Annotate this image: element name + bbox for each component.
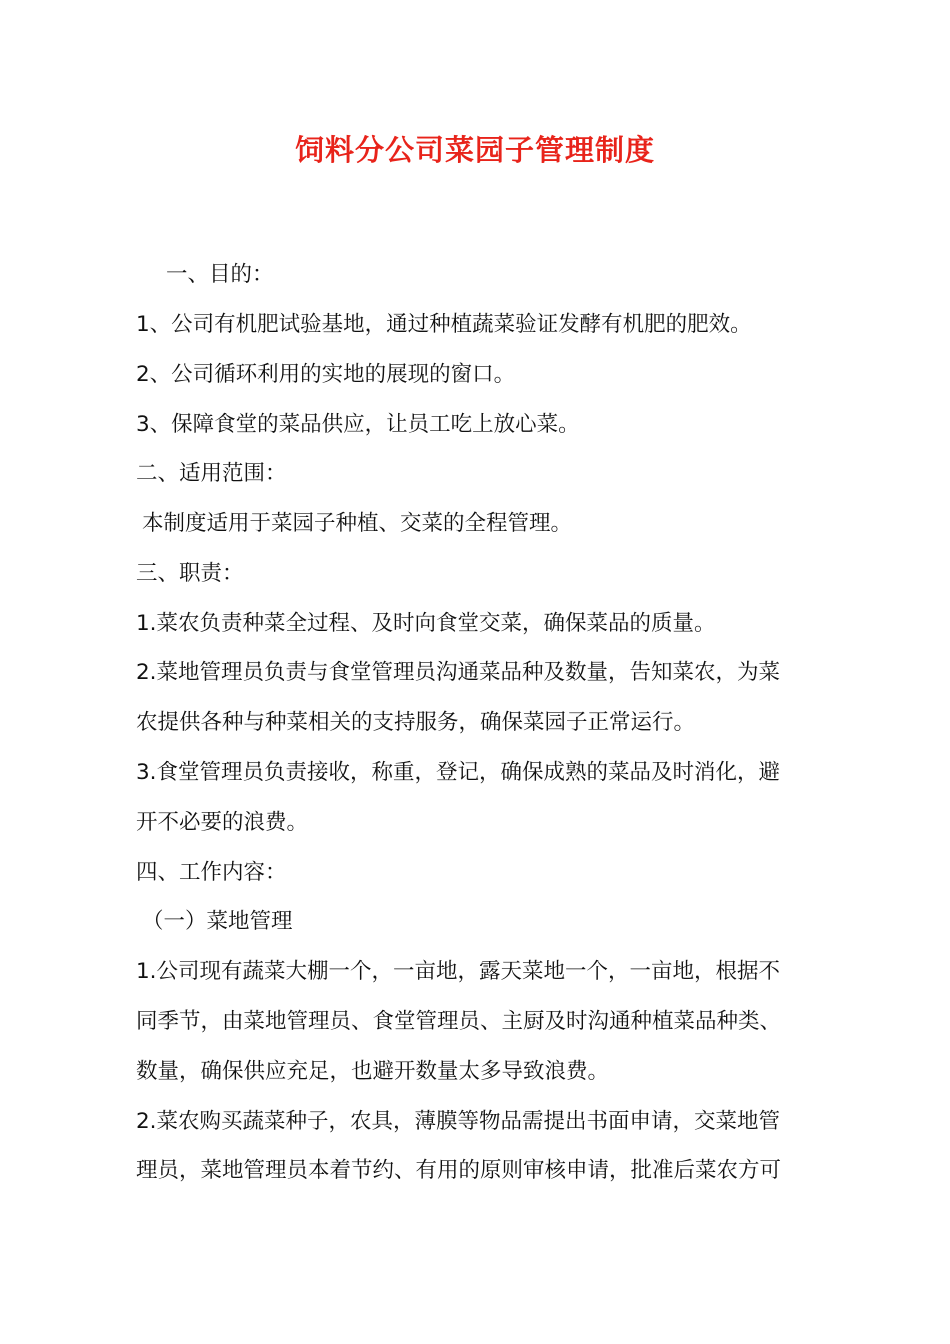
section-heading-scope: 二、适用范围：	[136, 461, 287, 486]
paragraph-line: 理员，菜地管理员本着节约、有用的原则审核申请，批准后菜农方可	[136, 1158, 782, 1183]
subsection-heading: （一）菜地管理	[142, 909, 293, 934]
paragraph-line: 数量，确保供应充足，也避开数量太多导致浪费。	[136, 1059, 610, 1084]
paragraph-line: 开不必要的浪费。	[136, 810, 309, 835]
paragraph-line: 2、公司循环利用的实地的展现的窗口。	[136, 362, 516, 387]
paragraph-line: 3.食堂管理员负责接收，称重，登记，确保成熟的菜品及时消化，避	[136, 760, 781, 785]
document-title: 饲料分公司菜园子管理制度	[294, 133, 655, 167]
paragraph-line: 3、保障食堂的菜品供应，让员工吃上放心菜。	[136, 412, 580, 437]
section-heading-purpose: 一、目的：	[166, 262, 274, 287]
paragraph-line: 农提供各种与种菜相关的支持服务，确保菜园子正常运行。	[136, 710, 696, 735]
section-heading-work: 四、工作内容：	[136, 860, 287, 885]
paragraph-line: 2.菜地管理员负责与食堂管理员沟通菜品种及数量，告知菜农，为菜	[136, 660, 781, 685]
paragraph-line: 本制度适用于菜园子种植、交菜的全程管理。	[142, 511, 573, 536]
paragraph-line: 2.菜农购买蔬菜种子，农具，薄膜等物品需提出书面申请，交菜地管	[136, 1109, 781, 1134]
section-heading-duties: 三、职责：	[136, 561, 244, 586]
paragraph-line: 同季节，由菜地管理员、食堂管理员、主厨及时沟通种植菜品种类、	[136, 1009, 782, 1034]
paragraph-line: 1.菜农负责种菜全过程、及时向食堂交菜，确保菜品的质量。	[136, 611, 716, 636]
paragraph-line: 1、公司有机肥试验基地，通过种植蔬菜验证发酵有机肥的肥效。	[136, 312, 752, 337]
paragraph-line: 1.公司现有蔬菜大棚一个，一亩地，露天菜地一个，一亩地，根据不	[136, 959, 781, 984]
